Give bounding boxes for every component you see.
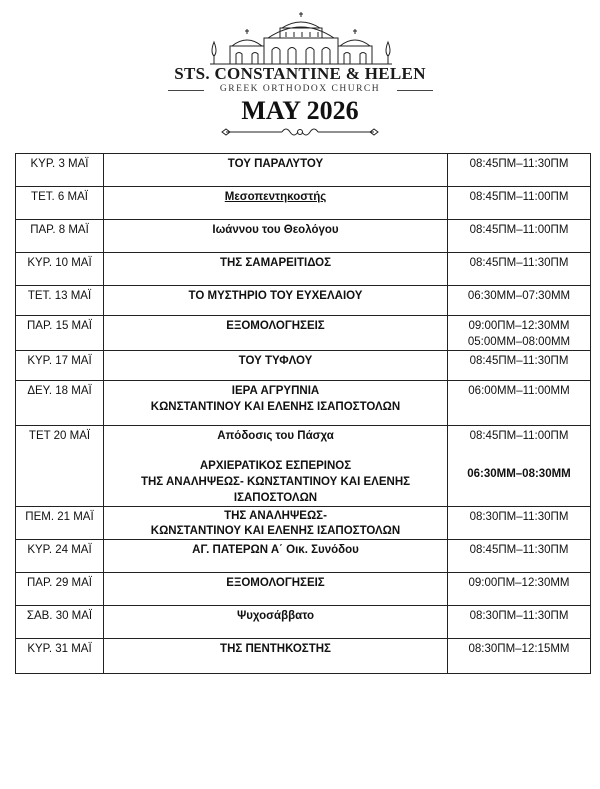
date-cell: ΤΕΤ. 6 ΜΑΪ [16,187,104,220]
time-cell [448,426,591,507]
service-cell: ΤΗΣ ΣΑΜΑΡΕΙΤΙΔΟΣ [104,253,448,286]
service-cell [104,381,448,426]
time-line: 08:45ΠΜ–11:00ΠΜ [469,430,569,442]
date-cell: ΣΑΒ. 30 ΜΑΪ [16,606,104,639]
table-row [16,351,591,381]
time-cell [448,316,591,351]
time-cell: 08:45ΠΜ–11:30ΠΜ [448,154,591,187]
service-line: ΙΕΡΑ ΑΓΡΥΠΝΙΑ [231,385,320,397]
time-line: 05:00ΜΜ–08:00ΜΜ [467,336,571,348]
table-row [16,426,591,507]
service-line: ΚΩΝΣΤΑΝΤΙΝΟΥ ΚΑΙ ΕΛΕΝΗΣ ΙΣΑΠΟΣΤΟΛΩΝ [150,401,401,413]
service-cell: ΕΞΟΜΟΛΟΓΗΣΕΙΣ [104,573,448,606]
time-cell: 08:30ΠΜ–11:30ΠΜ [448,507,591,540]
table-row [16,381,591,426]
table-row [16,154,591,187]
page-title: MAY 2026 [241,96,359,125]
table-row [16,220,591,253]
time-line: 09:00ΠΜ–12:30ΜΜ [468,320,570,332]
service-cell: ΤΟΥ ΤΥΦΛΟΥ [104,351,448,381]
church-building-icon [208,12,394,68]
service-cell [104,426,448,507]
service-cell: Μεσοπεντηκοστής [104,187,448,220]
table-row [16,316,591,351]
date-cell: ΚΥΡ. 3 ΜΑΪ [16,154,104,187]
date-cell: ΚΥΡ. 24 ΜΑΪ [16,540,104,573]
time-cell: 08:30ΠΜ–12:15ΜΜ [448,639,591,674]
church-name: STS. CONSTANTINE & HELEN [174,64,426,83]
church-subtitle: GREEK ORTHODOX CHURCH [219,84,381,94]
table-row [16,507,591,540]
schedule-table [15,153,591,674]
service-cell [104,507,448,540]
service-cell: Ψυχοσάββατο [104,606,448,639]
time-line: 06:30ΜΜ–08:30ΜΜ [467,468,571,480]
service-line: ΑΡΧΙΕΡΑΤΙΚΟΣ ΕΣΠΕΡΙΝΟΣ [199,460,352,472]
service-cell: Ιωάννου του Θεολόγου [104,220,448,253]
service-line: ΚΩΝΣΤΑΝΤΙΝΟΥ ΚΑΙ ΕΛΕΝΗΣ ΙΣΑΠΟΣΤΟΛΩΝ [150,525,401,537]
subtitle-rule-right [397,90,433,91]
service-cell: ΤΗΣ ΠΕΝΤΗΚΟΣΤΗΣ [104,639,448,674]
time-cell: 08:30ΠΜ–11:30ΠΜ [448,606,591,639]
service-line: ΤΗΣ ΑΝΑΛΗΨΕΩΣ- [224,510,327,522]
time-cell: 08:45ΠΜ–11:30ΠΜ [448,540,591,573]
table-row [16,187,591,220]
time-cell: 06:30ΜΜ–07:30ΜΜ [448,286,591,316]
date-cell: ΠΑΡ. 29 ΜΑΪ [16,573,104,606]
date-cell: ΠΕΜ. 21 ΜΑΪ [16,507,104,540]
table-row [16,286,591,316]
service-line: ΙΣΑΠΟΣΤΟΛΩΝ [233,492,318,504]
date-cell: ΠΑΡ. 8 ΜΑΪ [16,220,104,253]
service-cell: ΕΞΟΜΟΛΟΓΗΣΕΙΣ [104,316,448,351]
table-row [16,606,591,639]
service-line: ΤΗΣ ΑΝΑΛΗΨΕΩΣ- ΚΩΝΣΤΑΝΤΙΝΟΥ ΚΑΙ ΕΛΕΝΗΣ [140,476,411,488]
service-cell: ΤΟ ΜΥΣΤΗΡΙΟ ΤΟΥ ΕΥΧΕΛΑΙΟΥ [104,286,448,316]
time-cell: 06:00ΜΜ–11:00ΜΜ [448,381,591,426]
time-cell: 08:45ΠΜ–11:30ΠΜ [448,351,591,381]
ornament-flourish-icon [220,125,380,139]
service-cell: ΑΓ. ΠΑΤΕΡΩΝ Α΄ Οικ. Συνόδου [104,540,448,573]
date-cell: ΤΕΤ 20 ΜΑΪ [16,426,104,507]
table-row [16,639,591,674]
table-row [16,253,591,286]
date-cell: ΚΥΡ. 17 ΜΑΪ [16,351,104,381]
date-cell: ΚΥΡ. 10 ΜΑΪ [16,253,104,286]
time-cell: 08:45ΠΜ–11:00ΠΜ [448,187,591,220]
service-line: Απόδοσις του Πάσχα [217,430,334,442]
schedule-header [0,0,600,150]
time-cell: 09:00ΠΜ–12:30ΜΜ [448,573,591,606]
date-cell: ΠΑΡ. 15 ΜΑΪ [16,316,104,351]
date-cell: ΤΕΤ. 13 ΜΑΪ [16,286,104,316]
date-cell: ΚΥΡ. 31 ΜΑΪ [16,639,104,674]
service-cell: ΤΟΥ ΠΑΡΑΛΥΤΟΥ [104,154,448,187]
time-cell: 08:45ΠΜ–11:30ΠΜ [448,253,591,286]
date-cell: ΔΕΥ. 18 ΜΑΪ [16,381,104,426]
table-row [16,540,591,573]
time-cell: 08:45ΠΜ–11:00ΠΜ [448,220,591,253]
table-row [16,573,591,606]
